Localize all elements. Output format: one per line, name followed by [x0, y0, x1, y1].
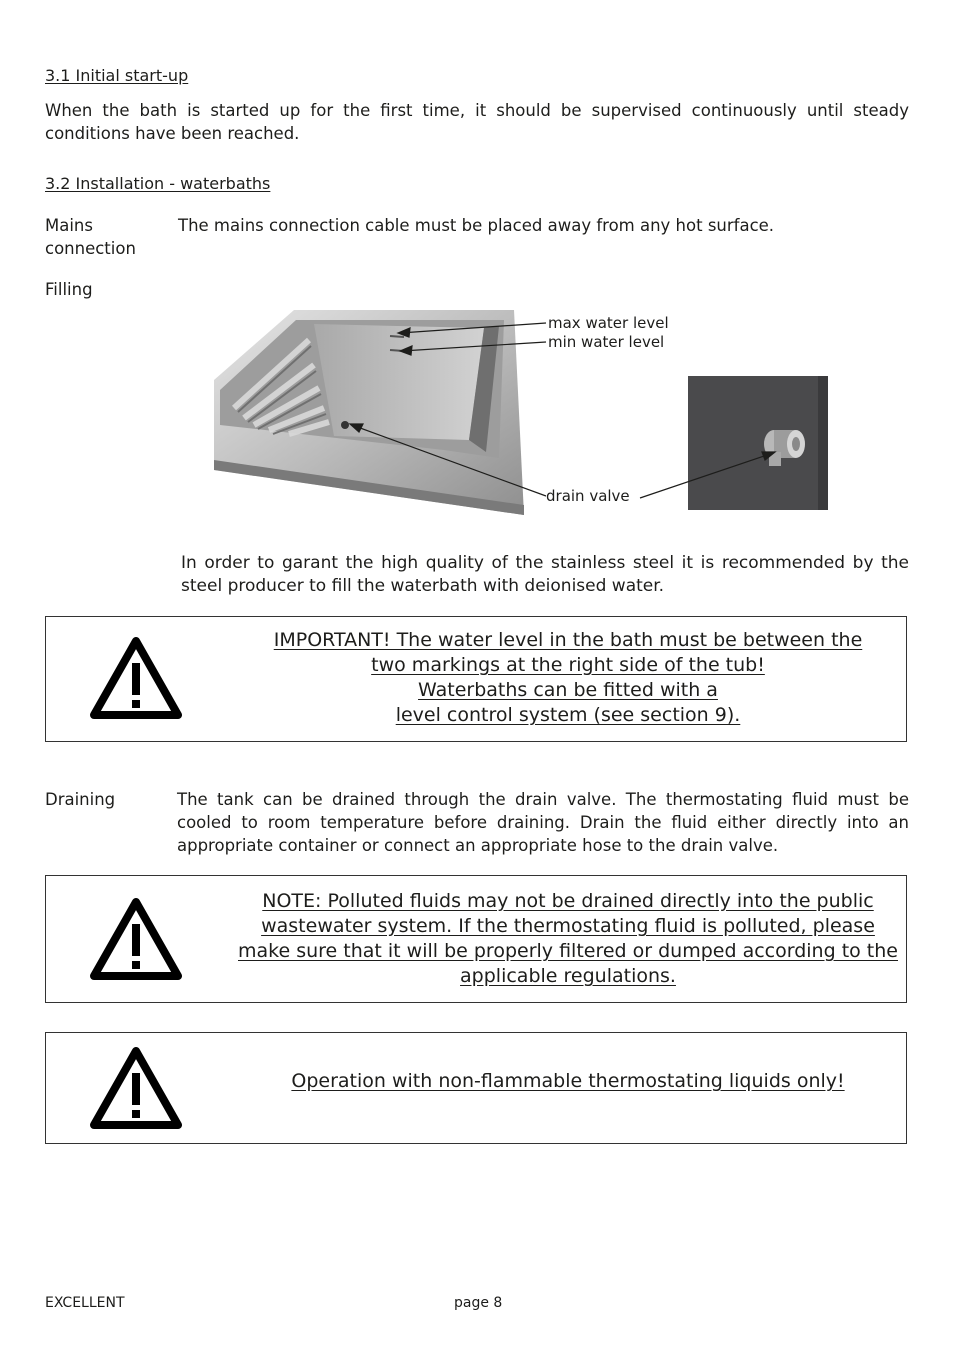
footer-brand: EXCELLENT	[45, 1295, 125, 1311]
warning-2-line-4: applicable regulations.	[460, 965, 676, 987]
warning-1-line-2: two markings at the right side of the tub!	[371, 654, 765, 676]
warning-1-line-4: level control system (see section 9).	[395, 704, 741, 726]
warning-text-polluted-fluids	[226, 889, 910, 989]
warning-2-line-1: NOTE: Polluted fluids may not be drained directly into the public	[262, 890, 874, 912]
draining-text: The tank can be drained through the drain valve. The thermostating fluid must be cooled to room temperature before draining. Drain the fluid either directly into an appropriate container or connect an appropriate hose to the drain valve.	[177, 790, 909, 855]
figure-leader-lines	[0, 0, 954, 560]
warning-1-line-1: IMPORTANT! The water level in the bath must be between the	[273, 629, 863, 651]
filling-note: In order to garant the high quality of the stainless steel it is recommended by the steel producer to fill the waterbath with deionised water.	[181, 553, 909, 596]
warning-text-non-flammable	[246, 1069, 890, 1094]
mains-label-line-2: connection	[45, 239, 136, 258]
section-3-2-heading: 3.2 Installation - waterbaths	[45, 174, 271, 193]
warning-triangle-icon	[88, 896, 184, 984]
max-water-level-label: max water level	[548, 314, 669, 332]
min-water-level-label: min water level	[548, 333, 665, 351]
mains-text: The mains connection cable must be placed away from any hot surface.	[178, 216, 775, 235]
draining-label: Draining	[45, 790, 116, 809]
warning-2-line-3: make sure that it will be properly filtered or dumped according to the	[238, 940, 898, 962]
warning-box-water-level	[45, 616, 907, 742]
warning-triangle-icon	[88, 635, 184, 723]
filling-label: Filling	[45, 280, 93, 299]
warning-text-water-level	[246, 628, 890, 728]
warning-box-polluted-fluids	[45, 875, 907, 1003]
warning-1-line-3: Waterbaths can be fitted with a	[418, 679, 718, 701]
footer-page-number: page 8	[454, 1295, 503, 1311]
warning-box-non-flammable	[45, 1032, 907, 1144]
warning-triangle-icon	[88, 1045, 184, 1133]
mains-label-line-1: Mains	[45, 216, 93, 235]
warning-2-line-2: wastewater system. If the thermostating fluid is polluted, please	[261, 915, 875, 937]
section-3-1-heading: 3.1 Initial start-up	[45, 66, 189, 85]
drain-valve-label: drain valve	[546, 487, 630, 505]
warning-3-line-1: Operation with non-flammable thermostating liquids only!	[291, 1070, 845, 1092]
section-3-1-text: When the bath is started up for the first time, it should be supervised continuously until steady conditions have been reached.	[45, 101, 909, 143]
